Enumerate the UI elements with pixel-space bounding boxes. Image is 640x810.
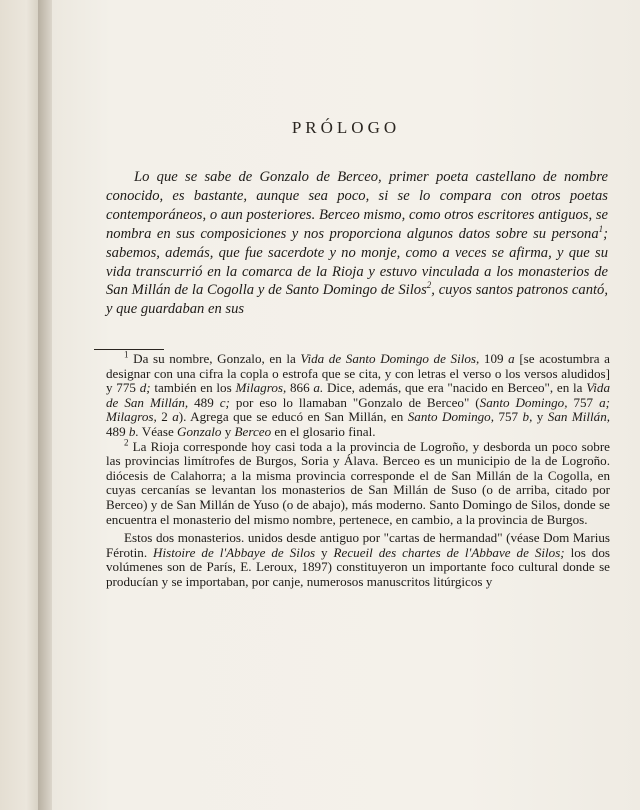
footnote-ref-2: 2 (426, 280, 432, 291)
body-text (106, 168, 608, 319)
footnote-2-continuation: Estos dos monasterios. unidos desde antiguo por "cartas de hermandad" (véase Dom Marius Férotin. Histoire de l'Abbaye de Silos y Recueil des chartes de l'Abbave de Silos; los dos volúmenes son de París, E. Leroux, 1897) constituyeron un importante foco cultural donde se producían y se importaban, por canje, numerosos manuscritos litúrgicos y (106, 530, 610, 589)
body-paragraph: Lo que se sabe de Gonzalo de Berceo, primer poeta castellano de nombre conocido, es bastante, aunque sea poco, si se lo compara con otros poetas contemporáneos, o aun posteriores. Berceo mismo, como otros escritores antiguos, se nombra en sus composiciones y nos proporciona algunos datos sobre su persona$^1$; sabemos, además, que fue sacerdote y no monje, como a veces se afirma, y que su vida transcurrió en la comarca de la Rioja y estuvo vinculada a los monasterios de San Millán de la Cogolla y de Santo Domingo de Silos$^2$, cuyos santos patronos cantó, y que guardaban en sus (106, 169, 609, 318)
footnote-ref-1: 1 (598, 223, 604, 234)
page-title: PRÓLOGO (291, 118, 401, 137)
footnote-2: $^2$ La Rioja corresponde hoy casi toda a la provincia de Logroño, y desborda un poco sobre las provincias limítrofes de Burgos, Soria y Álava. Berceo es un municipio de la de Logroño. diócesis de Calahorra; a la misma provincia corresponde el de San Millán de la Cogolla, en cuyas cercanías se levantan los monasterios de San Millán de Suso (o de arriba, citado por Berceo) y de San Millán de Yuso (o de abajo), más moderno. Santo Domingo de Silos, donde se encuentra el monasterio del mismo nombre, pertenece, en cambio, a la provincia de Burgos. (106, 437, 610, 527)
footnotes (106, 349, 611, 590)
book-page (52, 0, 640, 810)
footnote-1: $^1$ Da su nombre, Gonzalo, en la Vida de Santo Domingo de Silos, 109 a [se acostumbra a designar con una cifra la copla o estrofa que se cita, y con letras el verso o los versos aludidos] y 775 d; también en los Milagros, 866 a. Dice, además, que era "nacido en Berceo", en la Vida de San Millán, 489 c; por eso lo llamaban "Gonzalo de Berceo" (Santo Domingo, 757 a; Milagros, 2 a). Agrega que se educó en San Millán, en Santo Domingo, 757 b, y San Millán, 489 b. Véase Gonzalo y Berceo en el glosario final. (106, 349, 611, 439)
footnote-rule (94, 349, 164, 350)
